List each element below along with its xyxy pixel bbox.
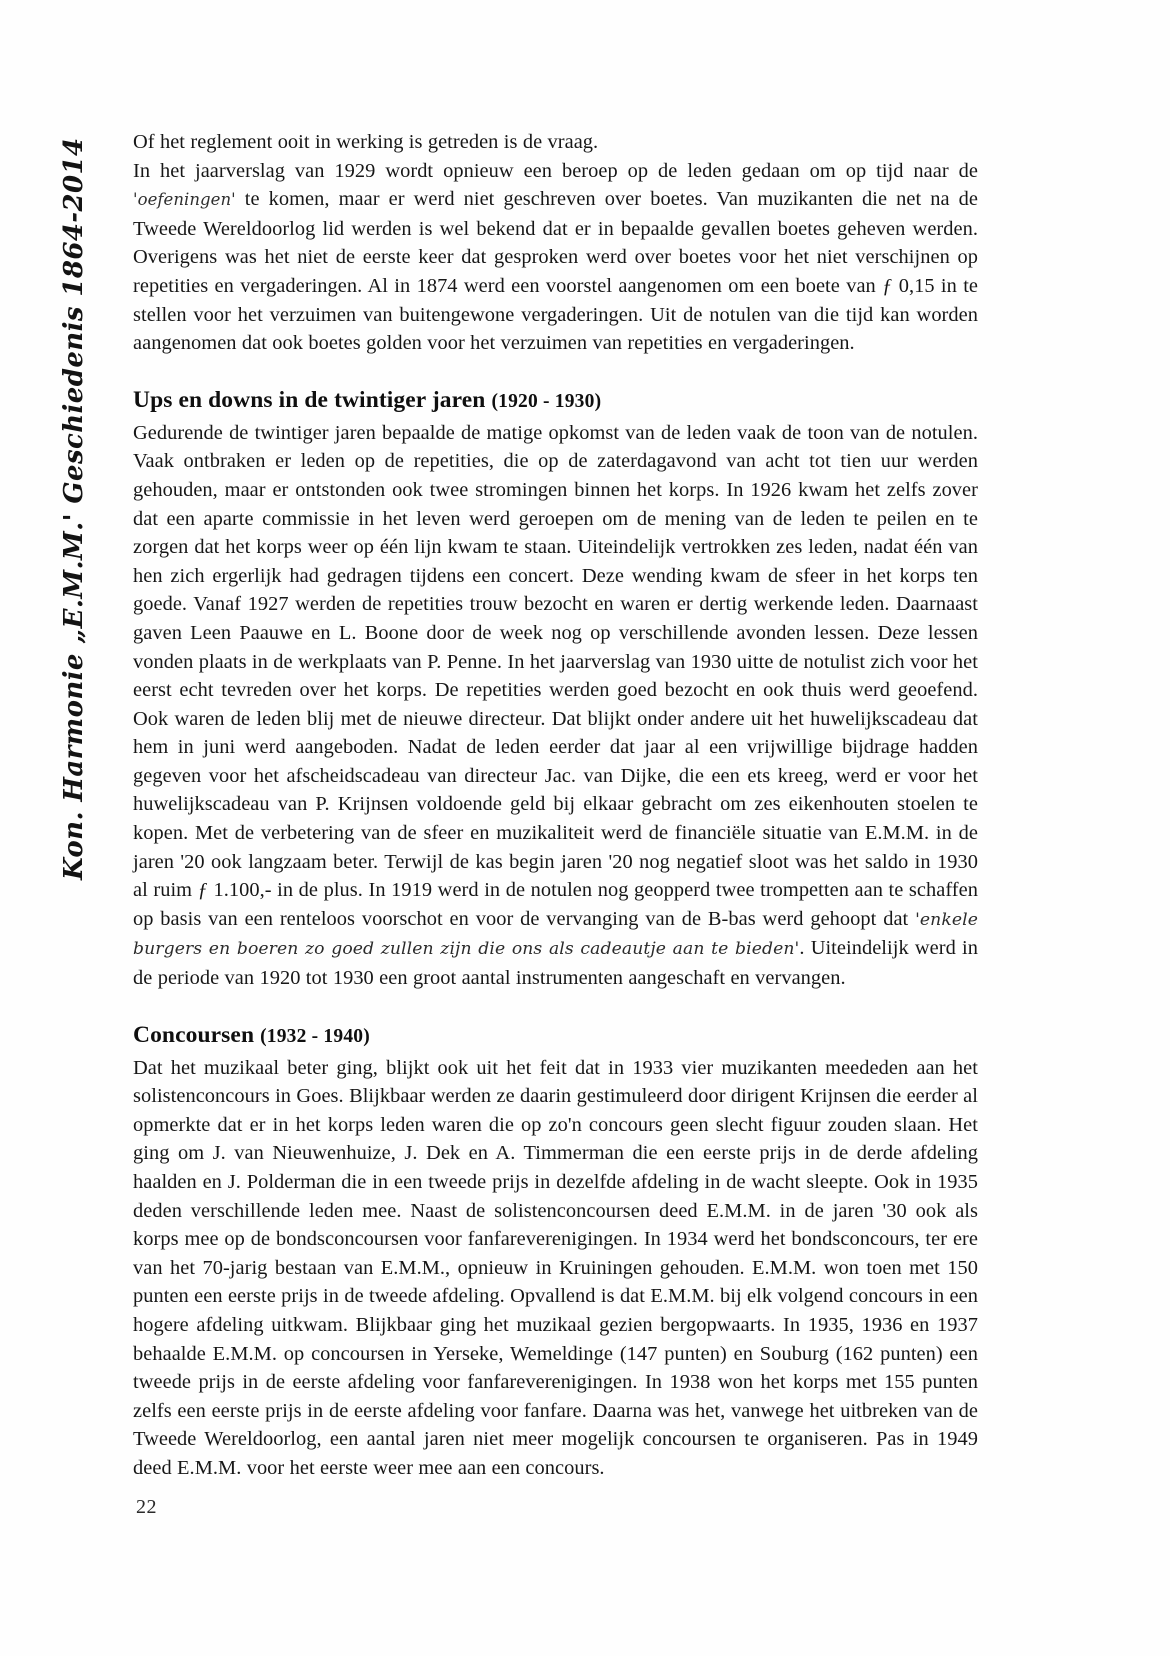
section1-text-b: 1.100,- in de plus. In 1919 werd in de notulen nog geopperd twee trompetten aan te schaffen op basis van een renteloos voorschot en voor de vervanging van de B-bas werd gehoopt dat (133, 879, 978, 930)
running-head-text: Kon. Harmonie „E.M.M.' Geschiedenis 1864-2014 (59, 137, 89, 880)
guilder-symbol: ƒ (197, 879, 208, 902)
intro-text-c: 0,15 in te stellen voor het verzuimen van buitengewone vergaderingen. Uit de notulen van die tijd kan worden aangenomen dat ook boetes golden voor het verzuimen van repetities en vergaderingen. (133, 274, 979, 355)
intro-text-a: In het jaarverslag van 1929 wordt opnieuw een beroep op de leden gedaan om op tijd naar de (133, 159, 978, 182)
heading-years-2: (1932 - 1940) (260, 1025, 370, 1047)
heading-ups-en-downs (133, 385, 978, 417)
section1-inline-quote: 'enkele burgers en boeren zo goed zullen zijn die ons als cadeautje aan te bieden' (133, 909, 978, 960)
paragraph-concoursen (133, 1054, 978, 1483)
page-number: 22 (136, 1496, 157, 1518)
heading-title-1: Ups en downs in de twintiger jaren (133, 386, 492, 413)
heading-years-1: (1920 - 1930) (491, 390, 602, 412)
guilder-symbol: ƒ (882, 274, 893, 297)
intro-text-b: te komen, maar er werd niet geschreven over boetes. Van muzikanten die net na de Tweede Wereldoorlog lid werden is wel bekend dat er in bepaalde gevallen boetes geheven werden. Overigens was het niet de eerste keer dat gesproken werd over boetes voor het niet verschijnen op repetities en vergaderingen. Al in 1874 werd een voorstel aangenomen om een boete van (133, 188, 978, 297)
text-column (133, 128, 978, 1483)
section1-text-c: . Uiteindelijk werd in de periode van 1920 tot 1930 een groot aantal instrumenten aangeschaft en vervangen. (133, 937, 978, 990)
section2-text: Dat het muzikaal beter ging, blijkt ook uit het feit dat in 1933 vier muzikanten meededen aan het solistenconcours in Goes. Blijkbaar werden ze daarin gestimuleerd door dirigent Krijnsen die eerder al opmerkte dat er in het korps leden waren die op zo'n concours geen slecht figuur zouden slaan. Het ging om J. van Nieuwenhuize, J. Dek en A. Timmerman die een eerste prijs in de derde afdeling haalden en J. Polderman die in een tweede prijs in dezelfde afdeling in de wacht sleepte. Ook in 1935 deden verschillende leden mee. Naast de solistenconcoursen deed E.M.M. in de jaren '30 ook als korps mee op de bondsconcoursen voor fanfareverenigingen. In 1934 werd het bondsconcours, ter ere van het 70-jarig bestaan van E.M.M., opnieuw in Kruiningen gehouden. E.M.M. won toen met 150 punten een eerste prijs in de tweede afdeling. Opvallend is dat E.M.M. bij elk volgend concours in een hogere afdeling uitkwam. Blijkbaar ging het muzikaal gezien bergopwaarts. In 1935, 1936 en 1937 behaalde E.M.M. op concoursen in Yerseke, Wemeldinge (147 punten) en Souburg (162 punten) een tweede prijs in de eerste afdeling voor fanfareverenigingen. In 1938 won het korps met 155 punten zelfs een eerste prijs in de eerste afdeling voor fanfare. Daarna was het, vanwege het uitbreken van de Tweede Wereldoorlog, een aantal jaren niet meer mogelijk concoursen te organiseren. Pas in 1949 deed E.M.M. voor het eerste weer mee aan een concours. (133, 1056, 978, 1479)
intro-line-text: Of het reglement ooit in werking is getreden is de vraag. (133, 131, 599, 153)
spacer (133, 358, 978, 385)
paragraph-intro-line (133, 128, 978, 157)
heading-title-2: Concoursen (133, 1021, 261, 1048)
paragraph-intro (133, 157, 978, 358)
spacer (133, 993, 978, 1020)
section1-text-a: Gedurende de twintiger jaren bepaalde de matige opkomst van de leden vaak de toon van de notulen. Vaak ontbraken er leden op de repetities, die op de zaterdagavond van acht tot tien uur werden gehouden, maar er ontstonden ook twee stromingen binnen het korps. In 1926 kwam het zelfs zover dat een aparte commissie in het leven werd geroepen om de mening van de leden te peilen en te zorgen dat het korps weer op één lijn kwam te staan. Uiteindelijk vertrokken zes leden, nadat één van hen zich ergerlijk had gedragen tijdens een concert. Deze wending kwam de sfeer in het korps ten goede. Vanaf 1927 werden de repetities trouw bezocht en waren er dertig werkende leden. Daarnaast gaven Leen Paauwe en L. Boone door de week nog op verschillende avonden lessen. Deze lessen vonden plaats in de werkplaats van P. Penne. In het jaarverslag van 1930 uitte de notulist zich voor het eerst echt tevreden over het korps. De repetities werden goed bezocht en ook thuis werd geoefend. Ook waren de leden blij met de nieuwe directeur. Dat blijkt onder andere uit het huwelijkscadeau dat hem in juni werd aangeboden. Nadat de leden eerder dat jaar al een vrijwillige bijdrage hadden gegeven voor het afscheidscadeau van directeur Jac. van Dijke, die een ets kreeg, werd er voor het huwelijkscadeau van P. Krijnsen voldoende geld bij elkaar gebracht om zes eikenhouten stoelen te kopen. Met de verbetering van de sfeer en muzikaliteit werd de financiële situatie van E.M.M. in de jaren '20 ook langzaam beter. Terwijl de kas begin jaren '20 nog negatief sloot was het saldo in 1930 al ruim (133, 421, 978, 902)
heading-concoursen (133, 1020, 978, 1052)
page-running-head-sidebar (0, 0, 118, 1656)
paragraph-ups-en-downs (133, 419, 978, 993)
intro-inline-quote: 'oefeningen' (133, 190, 236, 210)
